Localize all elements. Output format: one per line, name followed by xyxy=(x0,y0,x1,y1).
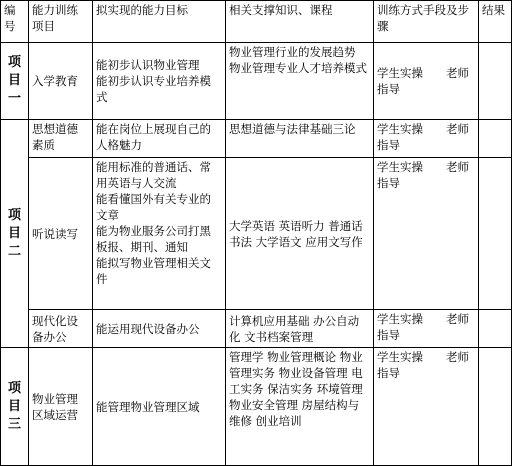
item-cell: 物业管理区域运营 xyxy=(29,348,93,466)
table-row xyxy=(1,348,512,466)
header-no: 编号 xyxy=(1,1,29,43)
result-cell xyxy=(479,310,512,348)
method-cell: 学生实操 老师指导 xyxy=(374,348,479,466)
goal-line: 能初步认识专业培养模式 xyxy=(96,74,211,104)
goal-cell xyxy=(93,120,226,158)
table-row xyxy=(1,158,512,310)
knowledge-cell xyxy=(226,310,374,348)
knowledge-cell xyxy=(226,158,374,310)
item-cell: 入学教育 xyxy=(29,43,93,120)
method-cell: 学生实操 老师指导 xyxy=(374,120,479,158)
goal-line: 能拟写物业管理相关文件 xyxy=(96,256,211,286)
header-row xyxy=(1,1,512,43)
goal-line: 能用标准的普通话、常用英语与人交流 xyxy=(96,160,211,190)
header-knowledge: 相关支撑知识、课程 xyxy=(226,1,374,43)
goal-line: 能在岗位上展现自己的人格魅力 xyxy=(96,122,211,152)
knowledge-cell xyxy=(226,348,374,466)
knowledge-cell xyxy=(226,120,374,158)
goal-line: 能管理物业管理区域 xyxy=(96,399,200,414)
goal-line: 能看懂国外有关专业的文章 xyxy=(96,192,211,222)
result-cell xyxy=(479,348,512,466)
knowledge-cell xyxy=(226,43,374,120)
header-goal: 拟实现的能力目标 xyxy=(93,1,226,43)
knowledge-line: 思想道德与法律基础三论 xyxy=(229,122,356,136)
result-cell xyxy=(479,120,512,158)
item-cell: 现代化设备办公 xyxy=(29,310,93,348)
item-cell: 思想道德素质 xyxy=(29,120,93,158)
result-cell xyxy=(479,43,512,120)
group-number: 项目一 xyxy=(1,43,29,120)
group-number: 项目二 xyxy=(1,120,29,348)
goal-line: 能运用现代设备办公 xyxy=(96,321,200,336)
goal-cell xyxy=(93,158,226,310)
goal-line: 能初步认识物业管理 xyxy=(96,58,200,72)
group-number: 项目三 xyxy=(1,348,29,466)
result-cell xyxy=(479,158,512,310)
method-cell: 学生实操 老师指导 xyxy=(374,310,479,348)
goal-cell xyxy=(93,348,226,466)
knowledge-line: 计算机应用基础 办公自动化 文书档案管理 xyxy=(229,313,360,344)
table-row xyxy=(1,310,512,348)
goal-cell xyxy=(93,43,226,120)
header-result: 结果 xyxy=(479,1,512,43)
item-cell: 听说读写 xyxy=(29,158,93,310)
header-item: 能力训练项目 xyxy=(29,1,93,43)
knowledge-line: 物业管理专业人才培养模式 xyxy=(229,61,367,75)
goal-cell xyxy=(93,310,226,348)
knowledge-line: 物业管理行业的发展趋势 xyxy=(229,45,356,59)
table-row xyxy=(1,43,512,120)
knowledge-line: 大学英语 英语听力 普通话 书法 大学语文 应用文写作 xyxy=(229,218,363,249)
method-cell: 学生实操 老师指导 xyxy=(374,158,479,310)
header-method: 训练方式手段及步骤 xyxy=(374,1,479,43)
method-cell: 学生实操 老师指导 xyxy=(374,43,479,120)
goal-line: 能为物业服务公司打黑板报、期刊、通知 xyxy=(96,224,211,254)
table-row xyxy=(1,120,512,158)
knowledge-line: 管理学 物业管理概论 物业管理实务 物业设备管理 电工实务 保洁实务 环境管理 物业安全管理 房屋结构与维修 创业培训 xyxy=(229,350,363,428)
